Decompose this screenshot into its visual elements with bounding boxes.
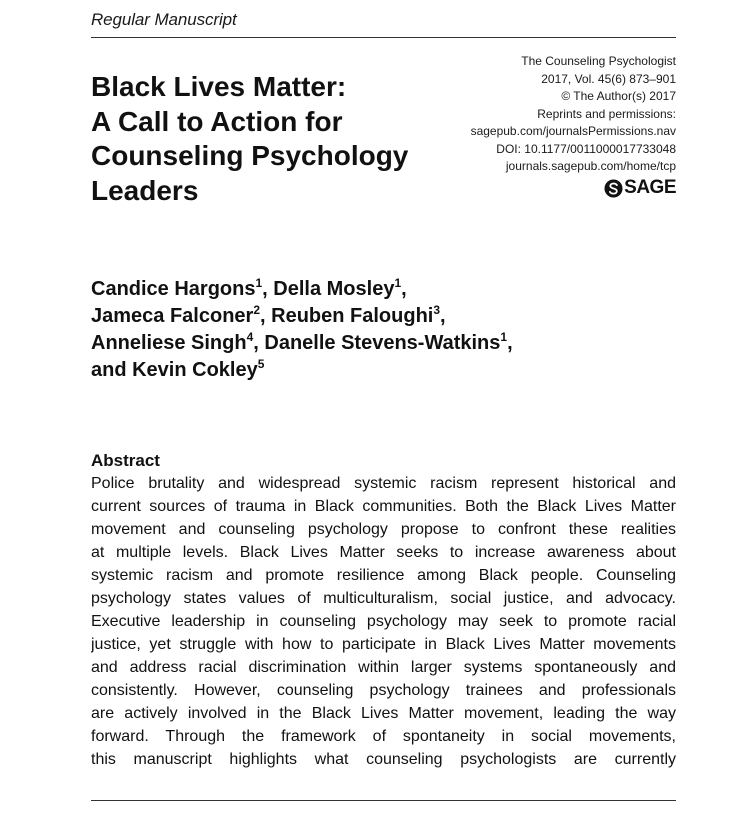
affiliation-marker: 1	[255, 276, 263, 290]
author-line	[91, 303, 513, 330]
abstract-line: systemic racism and promote resilience among Black people. Counseling	[91, 567, 676, 584]
abstract-body	[91, 472, 676, 771]
abstract-line: at multiple levels. Black Lives Matter seeks to increase awareness about	[91, 544, 676, 561]
author-name: Candice Hargons	[91, 278, 256, 300]
doi[interactable]: DOI: 10.1177/0011000017733048	[496, 141, 676, 156]
author-name: , Danelle Stevens-Watkins	[253, 332, 501, 354]
journal-name: The Counseling Psychologist	[521, 54, 676, 68]
abstract-line: consistently. However, counseling psychology trainees and professionals	[91, 682, 676, 699]
affiliation-marker: 1	[394, 276, 402, 290]
author-line	[91, 330, 513, 357]
affiliation-marker: 4	[246, 330, 254, 344]
abstract-line: psychology states values of multiculturalism, social justice, and advocacy.	[91, 590, 676, 607]
title-line: Counseling Psychology	[91, 140, 409, 171]
reprints-label: Reprints and permissions:	[537, 106, 676, 121]
author-separator: ,	[401, 278, 407, 300]
abstract-line: justice, yet struggle with how to participate in Black Lives Matter movements	[91, 636, 676, 653]
title-line: Leaders	[91, 174, 199, 206]
sage-logo-text: SAGE	[624, 177, 676, 199]
section-label: Regular Manuscript	[91, 10, 237, 29]
author-name: , Della Mosley	[262, 278, 395, 300]
affiliation-marker: 3	[433, 303, 441, 317]
author-separator: ,	[507, 332, 513, 354]
title-line: Black Lives Matter:	[91, 71, 347, 102]
author-name: Jameca Falconer	[91, 305, 254, 327]
header-rule	[91, 37, 676, 38]
affiliation-marker: 2	[253, 303, 261, 317]
author-line	[91, 357, 513, 384]
abstract-line: are actively involved in the Black Lives Matter movement, leading the way	[91, 705, 676, 722]
journal-info-block	[471, 53, 676, 198]
footer-rule	[91, 800, 676, 801]
abstract-heading: Abstract	[91, 451, 160, 470]
author-line	[91, 276, 513, 303]
abstract-line: forward. Through the framework of spontaneity in social movements,	[91, 728, 676, 745]
abstract-line: and address racial discrimination within larger systems spontaneously and	[91, 659, 676, 676]
publisher-logo	[471, 179, 676, 198]
author-name: Anneliese Singh	[91, 332, 247, 354]
journal-link[interactable]: journals.sagepub.com/home/tcp	[505, 159, 676, 173]
affiliation-marker: 1	[500, 330, 508, 344]
copyright: © The Author(s) 2017	[561, 89, 676, 103]
author-name: , Reuben Faloughi	[260, 305, 434, 327]
abstract-line: this manuscript highlights what counseling psychologists are currently	[91, 751, 676, 768]
permissions-link[interactable]: sagepub.com/journalsPermissions.nav	[470, 124, 676, 138]
abstract-line: Police brutality and widespread systemic racism represent historical and	[91, 475, 676, 492]
title-line: A Call to Action for	[91, 105, 343, 137]
article-title	[91, 70, 451, 208]
author-separator: ,	[440, 305, 446, 327]
volume-pages: 2017, Vol. 45(6) 873–901	[541, 71, 676, 86]
sage-s-logo-icon	[604, 179, 623, 198]
abstract-line: Executive leadership in counseling psychology may seek to promote racial	[91, 613, 676, 630]
affiliation-marker: 5	[257, 357, 265, 371]
author-list	[91, 276, 513, 384]
abstract-line: current sources of trauma in Black communities. Both the Black Lives Matter	[91, 498, 676, 515]
abstract-line: movement and counseling psychology propose to confront these realities	[91, 521, 676, 538]
author-name: and Kevin Cokley	[91, 359, 258, 381]
